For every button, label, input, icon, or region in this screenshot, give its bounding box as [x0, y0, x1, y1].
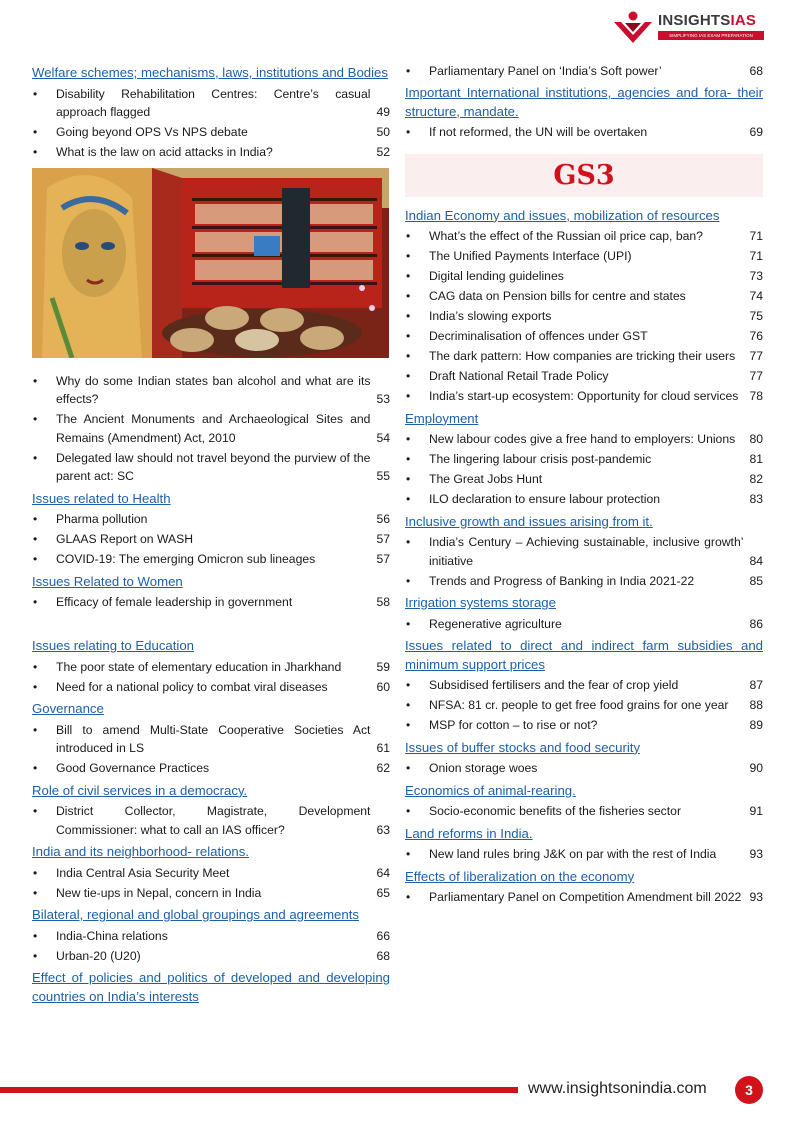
toc-list	[405, 533, 763, 590]
toc-entry-title: • MSP for cotton – to rise or not?	[429, 718, 598, 732]
toc-entry-title: • India-China relations	[56, 928, 168, 943]
section-heading[interactable]: Economics of animal-rearing.	[405, 782, 576, 798]
toc-group	[405, 739, 763, 778]
toc-entry-page: 59	[376, 659, 390, 674]
toc-entry-page: 77	[749, 349, 763, 363]
toc-list	[32, 593, 390, 612]
toc-entry-page: 57	[376, 532, 390, 546]
toc-entry-page: 55	[376, 469, 390, 483]
toc-list	[405, 802, 763, 821]
toc-entry[interactable]	[32, 123, 390, 142]
toc-entry[interactable]	[405, 450, 763, 469]
toc-entry[interactable]	[405, 307, 763, 326]
toc-entry-title: • New land rules bring J&K on par with the rest of India	[429, 847, 717, 861]
section-heading[interactable]: Role of civil services in a democracy.	[32, 782, 248, 798]
toc-entry[interactable]	[32, 721, 390, 758]
toc-entry[interactable]	[405, 490, 763, 509]
toc-list	[32, 85, 390, 162]
toc-entry-title: • Socio-economic benefits of the fisheries sector	[429, 804, 681, 818]
toc-entry[interactable]	[405, 367, 763, 386]
toc-entry-title: • CAG data on Pension bills for centre and states	[429, 289, 686, 303]
toc-entry-page: 68	[376, 948, 390, 963]
toc-entry-page: 82	[749, 472, 763, 486]
toc-entry-page: 66	[376, 928, 390, 943]
toc-entry-title: • Disability Rehabilitation Centres: Centre’s casual approach flagged	[56, 86, 371, 119]
toc-list	[32, 510, 390, 569]
toc-group	[32, 782, 390, 840]
section-heading[interactable]: Issues relating to Education	[32, 638, 195, 653]
toc-entry-title: • The Ancient Monuments and Archaeological Sites and Remains (Amendment) Act, 2010	[56, 412, 371, 445]
toc-entry-title: • Need for a national policy to combat viral diseases	[56, 679, 328, 694]
toc-entry-page: 56	[376, 512, 390, 526]
section-heading[interactable]: Issues related to Health	[32, 490, 171, 506]
toc-group	[405, 868, 763, 907]
section-heading[interactable]: Employment	[405, 410, 479, 426]
toc-entry-title: • GLAAS Report on WASH	[56, 532, 194, 546]
toc-entry-title: • Trends and Progress of Banking in India 2021-22	[429, 573, 695, 588]
toc-entry-title: • Onion storage woes	[429, 761, 538, 775]
toc-entry[interactable]	[32, 410, 390, 447]
toc-entry-page: 76	[749, 329, 763, 343]
toc-entry-title: • What is the law on acid attacks in India?	[56, 145, 273, 159]
toc-entry-page: 93	[749, 847, 763, 861]
section-heading[interactable]: Indian Economy and issues, mobilization of resources	[405, 207, 720, 223]
section-heading[interactable]: Effect of policies and politics of developed and developing countries on India’s interests	[32, 970, 390, 1004]
toc-entry-title: • What’s the effect of the Russian oil price cap, ban?	[429, 229, 703, 243]
toc-entry-page: 58	[376, 595, 390, 609]
toc-group	[405, 825, 763, 864]
logo-emblem-icon	[612, 10, 654, 46]
toc-entry-page: 73	[749, 269, 763, 283]
section-heading[interactable]: Issues of buffer stocks and food security	[405, 739, 641, 755]
library-photo	[32, 168, 389, 358]
toc-entry-title: • The dark pattern: How companies are tricking their users	[429, 349, 736, 363]
toc-entry[interactable]	[32, 947, 390, 966]
toc-entry[interactable]	[32, 510, 390, 529]
toc-group	[405, 62, 763, 81]
toc-group	[405, 207, 763, 406]
toc-entry-title: • New tie-ups in Nepal, concern in India	[56, 885, 262, 900]
toc-group	[405, 594, 763, 633]
section-heading[interactable]: Effects of liberalization on the economy	[405, 868, 635, 884]
toc-entry[interactable]	[405, 62, 763, 81]
toc-entry-title: • Parliamentary Panel on ‘India’s Soft power’	[429, 63, 662, 78]
toc-entry-title: • Delegated law should not travel beyond the purview of the parent act: SC	[56, 450, 371, 483]
toc-list	[405, 227, 763, 406]
toc-entry[interactable]	[405, 802, 763, 821]
toc-entry-title: • ILO declaration to ensure labour protection	[429, 492, 661, 506]
toc-group	[405, 84, 763, 142]
toc-entry-title: • Good Governance Practices	[56, 761, 210, 775]
toc-entry-page: 54	[376, 430, 390, 445]
toc-entry[interactable]	[32, 85, 390, 122]
toc-group	[32, 906, 390, 965]
toc-list	[405, 62, 763, 81]
toc-entry-page: 81	[749, 452, 763, 466]
toc-entry[interactable]	[405, 533, 763, 570]
toc-entry[interactable]	[32, 884, 390, 903]
library-photo-illustration	[32, 168, 389, 358]
section-heading[interactable]: Welfare schemes; mechanisms, laws, institutions and Bodies	[32, 65, 388, 80]
toc-entry-title: • Draft National Retail Trade Policy	[429, 369, 609, 383]
section-heading[interactable]: Important International institutions, agencies and fora- their structure, mandate.	[405, 85, 763, 119]
toc-entry-page: 91	[749, 804, 763, 818]
toc-entry[interactable]	[405, 347, 763, 366]
toc-entry-page: 62	[376, 761, 390, 775]
toc-entry[interactable]	[405, 676, 763, 695]
toc-entry-page: 85	[749, 573, 763, 588]
toc-entry-page: 61	[376, 741, 390, 755]
toc-entry-page: 50	[376, 125, 390, 139]
toc-entry[interactable]	[32, 372, 390, 409]
toc-entry-page: 80	[749, 432, 763, 446]
toc-list	[405, 676, 763, 735]
toc-entry-title: • The Unified Payments Interface (UPI)	[429, 249, 632, 263]
toc-group	[405, 410, 763, 509]
toc-entry-title: • India Central Asia Security Meet	[56, 865, 230, 880]
section-heading[interactable]: Bilateral, regional and global groupings and agreements	[32, 907, 359, 922]
toc-entry-page: 86	[749, 616, 763, 631]
toc-entry-title: • New labour codes give a free hand to employers: Unions	[429, 432, 736, 446]
toc-entry[interactable]	[405, 615, 763, 634]
toc-entry-title: • Going beyond OPS Vs NPS debate	[56, 125, 248, 139]
toc-entry[interactable]	[405, 716, 763, 735]
toc-entry-page: 69	[749, 125, 763, 139]
toc-entry-page: 65	[376, 885, 390, 900]
toc-group	[32, 700, 390, 778]
toc-entry-title: • Pharma pollution	[56, 512, 148, 526]
toc-entry-title: • Decriminalisation of offences under GST	[429, 329, 648, 343]
toc-entry[interactable]	[405, 759, 763, 778]
toc-entry-title: • Parliamentary Panel on Competition Amendment bill 2022	[429, 890, 742, 904]
toc-entry-title: • The lingering labour crisis post-pandemic	[429, 452, 652, 466]
toc-entry-page: 89	[749, 718, 763, 732]
toc-entry[interactable]	[32, 759, 390, 778]
toc-entry-title: • India’s slowing exports	[429, 309, 552, 323]
toc-entry[interactable]	[405, 387, 763, 406]
toc-entry[interactable]	[405, 845, 763, 864]
logo-brand: INSIGHTSIAS	[658, 12, 757, 29]
toc-list	[405, 430, 763, 509]
toc-entry-page: 68	[749, 63, 763, 78]
section-heading[interactable]: Land reforms in India.	[405, 825, 533, 841]
toc-entry[interactable]	[405, 696, 763, 715]
section-heading[interactable]: Issues Related to Women	[32, 573, 183, 589]
toc-group	[405, 513, 763, 591]
toc-list	[405, 123, 763, 142]
toc-entry-page: 75	[749, 309, 763, 323]
toc-entry[interactable]	[32, 143, 390, 162]
toc-entry-title: • If not reformed, the UN will be overtaken	[429, 125, 648, 139]
toc-group	[32, 969, 390, 1006]
section-heading[interactable]: Governance	[32, 701, 104, 716]
toc-entry[interactable]	[405, 267, 763, 286]
toc-entry-page: 83	[749, 492, 763, 506]
toc-entry-page: 57	[376, 552, 390, 566]
toc-entry-title: • India’s start-up ecosystem: Opportunity for cloud services	[429, 389, 739, 403]
toc-entry[interactable]	[405, 430, 763, 449]
toc-list	[32, 372, 390, 486]
toc-entry-page: 78	[749, 389, 763, 403]
toc-entry[interactable]	[32, 550, 390, 569]
toc-entry-page: 74	[749, 289, 763, 303]
section-heading[interactable]: Inclusive growth and issues arising from it.	[405, 513, 653, 529]
toc-entry[interactable]	[32, 678, 390, 697]
toc-entry-title: • India’s Century – Achieving sustainable, inclusive growth’ initiative	[429, 535, 744, 568]
toc-list	[405, 888, 763, 907]
toc-entry-page: 87	[749, 678, 763, 692]
toc-group	[32, 637, 390, 696]
toc-entry[interactable]	[405, 888, 763, 907]
toc-entry-page: 53	[376, 392, 390, 406]
toc-entry[interactable]	[405, 572, 763, 591]
toc-entry-page: 84	[749, 553, 763, 568]
left-column	[32, 60, 390, 1008]
toc-entry[interactable]	[405, 470, 763, 489]
toc-entry[interactable]	[32, 593, 390, 612]
toc-entry-title: • The Great Jobs Hunt	[429, 472, 543, 486]
toc-group	[32, 64, 390, 162]
toc-entry-page: 60	[376, 679, 390, 694]
toc-entry-title: • COVID-19: The emerging Omicron sub lineages	[56, 552, 316, 566]
toc-entry[interactable]	[405, 123, 763, 142]
toc-entry-page: 63	[376, 822, 390, 837]
toc-entry-page: 64	[376, 865, 390, 880]
toc-entry[interactable]	[405, 287, 763, 306]
toc-entry-page: 52	[376, 145, 390, 159]
section-heading[interactable]: Issues related to direct and indirect farm subsidies and minimum support prices	[405, 638, 763, 672]
toc-list	[32, 927, 390, 966]
toc-entry-title: • Regenerative agriculture	[429, 616, 562, 631]
right-column	[405, 60, 763, 908]
toc-entry-title: • Subsidised fertilisers and the fear of crop yield	[429, 678, 679, 692]
toc-entry-page: 71	[749, 249, 763, 263]
toc-entry[interactable]	[32, 449, 390, 486]
toc-entry[interactable]	[32, 927, 390, 946]
section-heading[interactable]: Irrigation systems storage	[405, 595, 556, 610]
logo-tagline: SIMPLIFYING IAS EXAM PREPARATION	[658, 31, 764, 40]
toc-list	[32, 658, 390, 697]
toc-list	[405, 615, 763, 634]
toc-group	[405, 782, 763, 821]
toc-entry-title: • District Collector, Magistrate, Development Commissioner: what to call an IAS officer?	[56, 804, 371, 837]
toc-entry-page: 88	[749, 698, 763, 712]
toc-entry-page: 71	[749, 229, 763, 243]
toc-entry-page: 90	[749, 761, 763, 775]
toc-list	[405, 845, 763, 864]
toc-group	[32, 843, 390, 902]
toc-entry-title: • NFSA: 81 cr. people to get free food grains for one year	[429, 698, 729, 712]
section-heading[interactable]: India and its neighborhood- relations.	[32, 844, 250, 859]
toc-group	[32, 372, 390, 486]
toc-entry[interactable]	[32, 864, 390, 883]
toc-list	[32, 802, 390, 839]
gs3-banner: GS3	[405, 154, 763, 197]
toc-entry-page: 77	[749, 369, 763, 383]
toc-entry-page: 49	[376, 105, 390, 119]
toc-entry-page: 93	[749, 890, 763, 904]
toc-entry-title: • The poor state of elementary education in Jharkhand	[56, 659, 342, 674]
toc-entry-title: • Bill to amend Multi-State Cooperative Societies Act introduced in LS	[56, 722, 371, 755]
footer-url[interactable]: www.insightsonindia.com	[528, 1080, 707, 1097]
toc-entry[interactable]	[405, 247, 763, 266]
footer-bar	[0, 1087, 518, 1093]
toc-group	[405, 637, 763, 735]
toc-entry-title: • Why do some Indian states ban alcohol and what are its effects?	[56, 373, 371, 406]
toc-entry[interactable]	[32, 530, 390, 549]
toc-list	[32, 721, 390, 778]
toc-entry-title: • Urban-20 (U20)	[56, 948, 141, 963]
toc-list	[32, 864, 390, 903]
toc-entry[interactable]	[405, 327, 763, 346]
toc-entry[interactable]	[405, 227, 763, 246]
insightsias-logo	[612, 8, 762, 48]
toc-entry[interactable]	[32, 658, 390, 677]
toc-group	[32, 490, 390, 569]
toc-list	[405, 759, 763, 778]
toc-entry-title: • Efficacy of female leadership in government	[56, 595, 293, 609]
page-number: 3	[735, 1076, 763, 1104]
toc-entry[interactable]	[32, 802, 390, 839]
toc-group	[32, 573, 390, 612]
toc-entry-title: • Digital lending guidelines	[429, 269, 564, 283]
